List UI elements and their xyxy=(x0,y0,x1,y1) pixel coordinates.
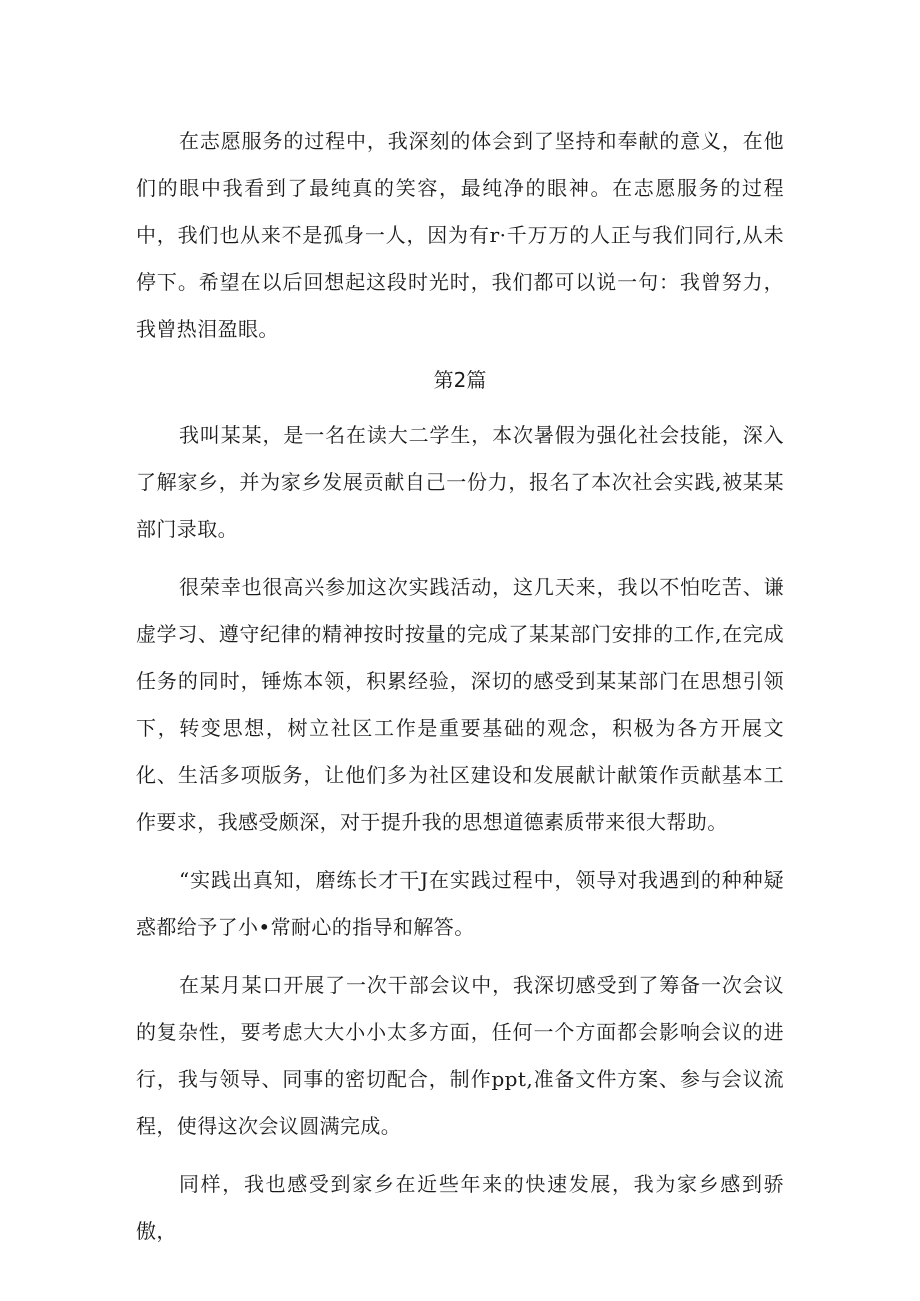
section-title: 第2篇 xyxy=(433,368,487,392)
paragraph-introduction: 我叫某某，是一名在读大二学生，本次暑假为强化社会技能，深入了解家乡，并为家乡发展贡献自己一份力，报名了本次社会实践,被某某部门录取。 xyxy=(136,423,784,541)
paragraph-hometown-development: 同样，我也感受到家乡在近些年来的快速发展，我为家乡感到骄傲， xyxy=(136,1172,784,1243)
paragraph-cadre-meeting: 在某月某口开展了一次干部会议中，我深切感受到了筹备一次会议的复杂性，要考虑大大小小太多方面，任何一个方面都会影响会议的进行，我与领导、同事的密切配合，制作ppt,准备文件方案、参与会议流程，使得这次会议圆满完成。 xyxy=(136,973,784,1138)
paragraph-volunteer-reflection: 在志愿服务的过程中，我深刻的体会到了坚持和奉献的意义，在他们的眼中我看到了最纯真的笑容，最纯净的眼神。在志愿服务的过程中，我们也从来不是孤身一人，因为有r·千万万的人正与我们同行,从未停下。希望在以后回想起这段时光时，我们都可以说一句：我曾努力，我曾热泪盈眼。 xyxy=(136,129,784,341)
paragraph-practice-quote: “实践出真知，磨练长才干J在实践过程中，领导对我遇到的种种疑惑都给予了小•常耐心的指导和解答。 xyxy=(136,868,784,939)
document-page xyxy=(136,118,784,1255)
paragraph-practice-activity: 很荣幸也很高兴参加这次实践活动，这几天来，我以不怕吃苦、谦虚学习、遵守纪律的精神按时按量的完成了某某部门安排的工作,在完成任务的同时，锤炼本领，积累经验，深切的感受到某某部门在思想引领下，转变思想，树立社区工作是重要基础的观念，积极为各方开展文化、生活多项版务，让他们多为社区建设和发展献计献策作贡献基本工作要求，我感受颇深，对于提升我的思想道德素质带来很大帮助。 xyxy=(136,575,784,834)
